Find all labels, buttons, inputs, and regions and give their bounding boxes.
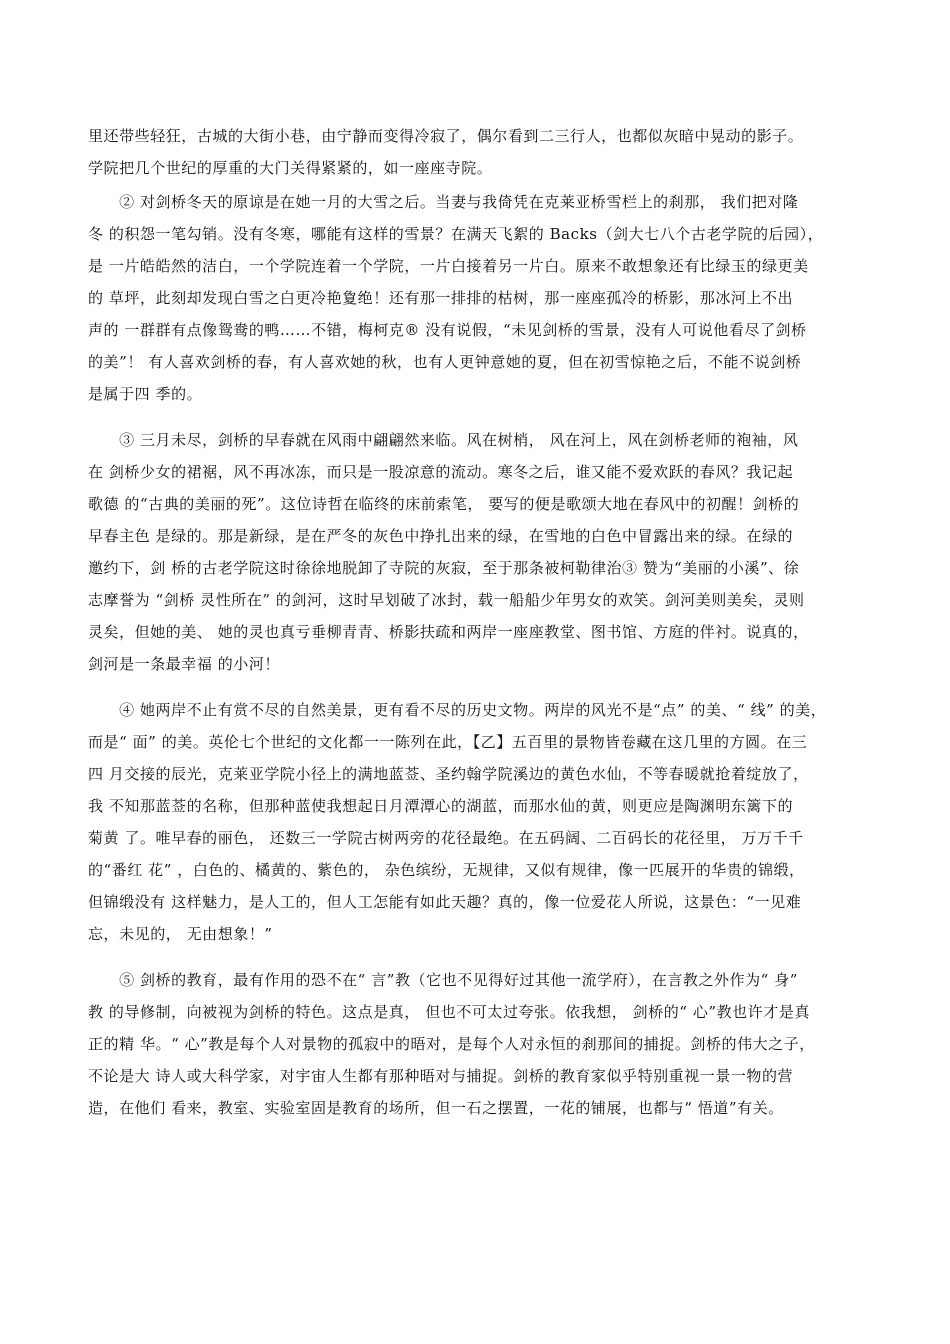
text-line: 冬 的积怨一笔勾销。没有冬寒，哪能有这样的雪景？在满天飞絮的 Backs（剑大七八个古老学院的后园）， [88, 225, 824, 243]
text-line: 邀约下，剑 桥的古老学院这时徐徐地脱卸了寺院的灰寂，至于那条被柯勒律治③ 赞为“美丽的小溪”、徐 [88, 559, 800, 577]
paragraph-3-start: ③ 三月未尽，剑桥的早春就在风雨中翩翩然来临。风在树梢， 风在河上，风在剑桥老师的袍袖，风 [88, 431, 799, 449]
text-line: 灵矣，但她的美、 她的灵也真亏垂柳青青、桥影扶疏和两岸一座座教堂、图书馆、方庭的伴衬。说真的， [88, 623, 809, 641]
text-line: 造，在他们 看来，教室、实验室固是教育的场所，但一石之摆置，一花的铺展，也都与“ 悟道”有关。 [88, 1099, 784, 1117]
text-line: 的美”！ 有人喜欢剑桥的春，有人喜欢她的秋，也有人更钟意她的夏，但在初雪惊艳之后，不能不说剑桥 [88, 353, 802, 371]
paragraph-4-start: ④ 她两岸不止有赏不尽的自然美景，更有看不尽的历史文物。两岸的风光不是“点” 的美、“ 线” 的美， [88, 701, 827, 719]
text-line: 是 一片皓皓然的洁白，一个学院连着一个学院，一片白接着另一片白。原来不敢想象还有比绿玉的绿更美 [88, 257, 809, 275]
text-line: 但锦缎没有 这样魅力，是人工的，但人工怎能有如此天趣？真的，像一位爱花人所说，这景色：“一见难 [88, 893, 802, 911]
text-line: 声的 一群群有点像鸳鸯的鸭……不错，梅柯克® 没有说假，“未见剑桥的雪景，没有人可说他看尽了剑桥 [88, 321, 807, 339]
text-line: 歌德 的“古典的美丽的死”。这位诗哲在临终的床前索笔， 要写的便是歌颂大地在春风中的初醒！剑桥的 [88, 495, 800, 513]
paragraph-2-start: ② 对剑桥冬天的原谅是在她一月的大雪之后。当妻与我倚凭在克莱亚桥雪栏上的刹那， 我们把对隆 [88, 193, 799, 211]
text-line: 菊黄 了。唯早春的丽色， 还数三一学院古树两旁的花径最绝。在五码阔、二百码长的花径里， 万万千千 [88, 829, 804, 847]
text-line: 里还带些轻狂，古城的大街小巷，由宁静而变得冷寂了，偶尔看到二三行人，也都似灰暗中晃动的影子。 [88, 127, 804, 145]
text-line: 剑河是一条最幸福 的小河！ [88, 655, 280, 673]
text-line: 四 月交接的辰光，克莱亚学院小径上的满地蓝莶、圣约翰学院溪边的黄色水仙，不等春暖就抢着绽放了， [88, 765, 809, 783]
text-line: 志摩誉为 “剑桥 灵性所在” 的剑河，这时早划破了冰封，载一船船少年男女的欢笑。剑河美则美矣，灵则 [88, 591, 805, 609]
text-line: 正的精 华。“ 心”教是每个人对景物的孤寂中的晤对，是每个人对永恒的刹那间的捕捉。剑桥的伟大之子， [88, 1035, 815, 1053]
text-line: 早春主色 是绿的。那是新绿，是在严冬的灰色中挣扎出来的绿，在雪地的白色中冒露出来的绿。在绿的 [88, 527, 794, 545]
text-line: 而是“ 面” 的美。英伦七个世纪的文化都一一陈列在此，【乙】五百里的景物皆卷藏在这几里的方圆。在三 [88, 733, 808, 751]
paragraph-5-start: ⑤ 剑桥的教育，最有作用的恐不在“ 言”教（它也不见得好过其他一流学府），在言教之外作为“ 身” [88, 971, 798, 989]
text-line: 我 不知那蓝莶的名称，但那种蓝使我想起日月潭潭心的湖蓝，而那水仙的黄，则更应是陶渊明东篱下的 [88, 797, 794, 815]
text-line: 的“番红 花” ，白色的、橘黄的、紫色的， 杂色缤纷，无规律，又似有规律，像一匹展开的华贵的锦缎， [88, 861, 805, 879]
text-line: 教 的导修制，向被视为剑桥的特色。这点是真， 但也不可太过夸张。依我想， 剑桥的“ 心”教也许才是真 [88, 1003, 810, 1021]
text-line: 不论是大 诗人或大科学家，对宇宙人生都有那种晤对与捕捉。剑桥的教育家似乎特别重视一景一物的营 [88, 1067, 794, 1085]
text-line: 忘，未见的， 无由想象！” [88, 925, 273, 943]
text-line: 的 草坪，此刻却发现白雪之白更冷艳夐绝！还有那一排排的枯树，那一座座孤冷的桥影，那冰河上不出 [88, 289, 794, 307]
text-line: 是属于四 季的。 [88, 385, 203, 403]
text-line: 在 剑桥少女的裙裾，风不再冰冻，而只是一股凉意的流动。寒冬之后，谁又能不爱欢跃的春风？我记起 [88, 463, 794, 481]
text-line: 学院把几个世纪的厚重的大门关得紧紧的，如一座座寺院。 [88, 159, 493, 177]
